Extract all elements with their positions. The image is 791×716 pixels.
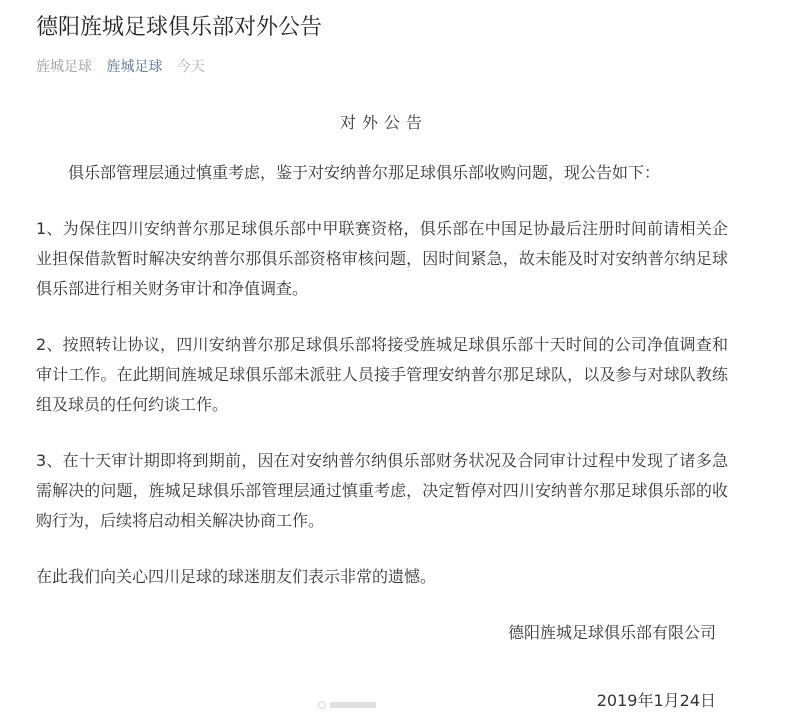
- signature-date: 2019年1月24日: [596, 691, 716, 710]
- notice-heading: 对外公告: [339, 113, 428, 132]
- signature: 德阳旌城足球俱乐部有限公司: [507, 623, 716, 642]
- notice-paragraph-intro: 俱乐部管理层通过慎重考虑，鉴于对安纳普尔那足球俱乐部收购问题，现公告如下：: [68, 163, 661, 182]
- notice-paragraph-3: 3、在十天审计期即将到期前，因在对安纳普尔纳俱乐部财务状况及合同审计过程中发现了诸多急需解决的问题，旌城足球俱乐部管理层通过慎重考虑，决定暂停对四川安纳普尔那足球俱乐部的收购行为，后续将启动相关解决协商工作。: [36, 451, 728, 530]
- notice-paragraph-1: 1、为保住四川安纳普尔那足球俱乐部中甲联赛资格，俱乐部在中国足协最后注册时间前请相关企业担保借款暂时解决安纳普尔那俱乐部资格审核问题，因时间紧急，故未能及时对安纳普尔纳足球俱乐部进行相关财务审计和净值调查。: [36, 219, 728, 298]
- account-link[interactable]: 旌城足球: [106, 59, 163, 75]
- watermark-icon: [318, 700, 378, 709]
- notice-paragraph-closing: 在此我们向关心四川足球的球迷朋友们表示非常的遗憾。: [36, 567, 437, 586]
- notice-paragraph-2: 2、按照转让协议，四川安纳普尔那足球俱乐部将接受旌城足球俱乐部十天时间的公司净值调查和审计工作。在此期间旌城足球俱乐部未派驻人员接手管理安纳普尔那足球队，以及参与对球队教练组及球员的任何约谈工作。: [36, 335, 728, 414]
- publish-date: 今天: [176, 59, 205, 75]
- author-name: 旌城足球: [36, 59, 92, 75]
- article-title: 德阳旌城足球俱乐部对外公告: [36, 15, 323, 40]
- article-body: [36, 108, 728, 716]
- article-meta: [36, 56, 215, 78]
